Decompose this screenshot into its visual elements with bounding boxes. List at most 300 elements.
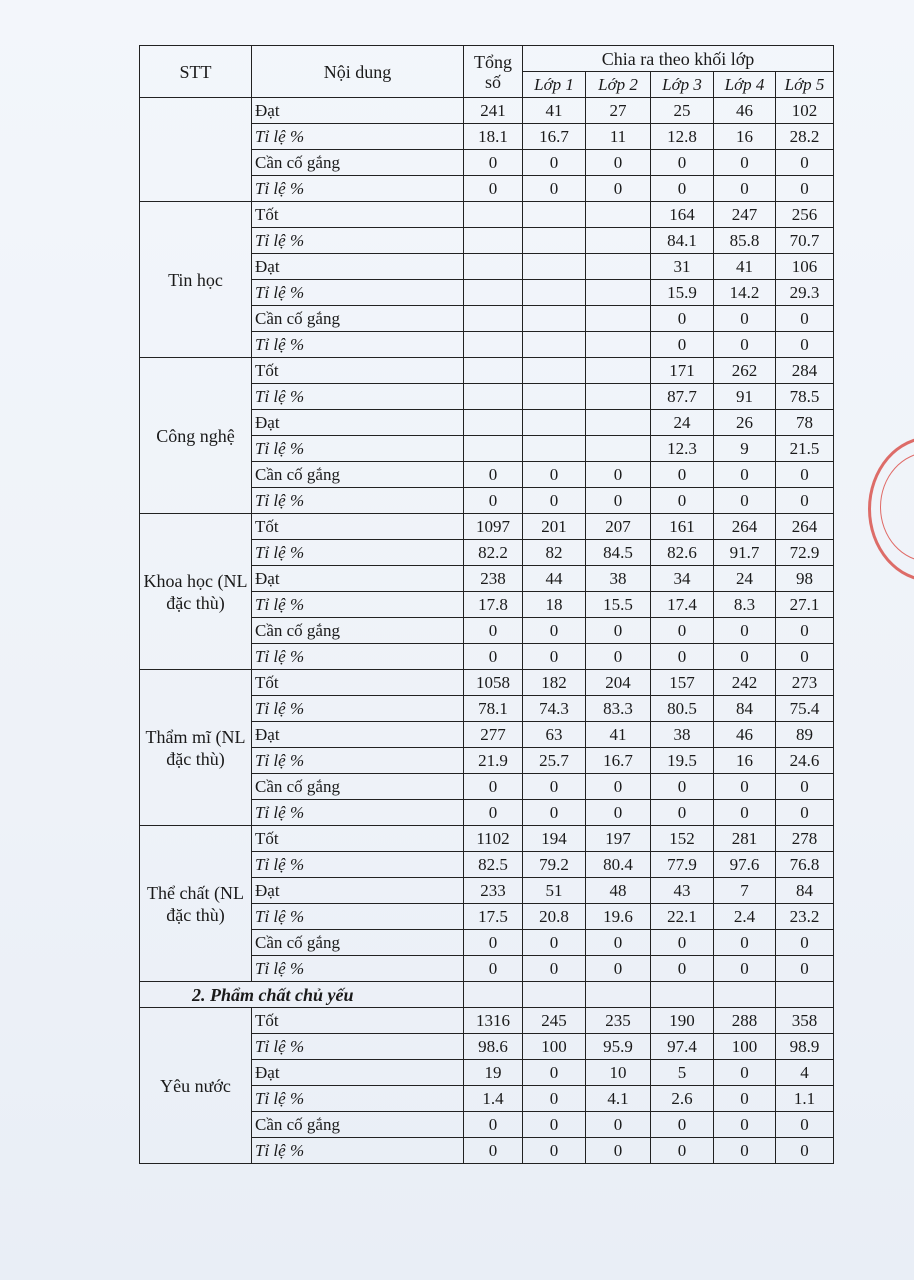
value-cell: 19	[464, 1060, 523, 1086]
value-cell: 0	[714, 306, 776, 332]
value-cell: 0	[714, 150, 776, 176]
value-cell: 0	[523, 176, 586, 202]
value-cell: 15.5	[586, 592, 651, 618]
value-cell: 0	[714, 1138, 776, 1164]
value-cell: 0	[651, 176, 714, 202]
value-cell: 0	[464, 176, 523, 202]
value-cell: 241	[464, 98, 523, 124]
value-cell: 84.5	[586, 540, 651, 566]
value-cell: 0	[776, 930, 834, 956]
table-row	[140, 670, 834, 696]
value-cell: 0	[776, 150, 834, 176]
row-label: Cần cố gắng	[252, 306, 464, 332]
value-cell: 16	[714, 124, 776, 150]
value-cell: 0	[523, 1060, 586, 1086]
value-cell: 0	[651, 1112, 714, 1138]
row-label: Tốt	[252, 514, 464, 540]
group-name-cell: Công nghệ	[140, 358, 252, 514]
value-cell: 0	[586, 800, 651, 826]
value-cell: 0	[464, 618, 523, 644]
value-cell: 80.4	[586, 852, 651, 878]
value-cell: 17.5	[464, 904, 523, 930]
value-cell: 17.8	[464, 592, 523, 618]
value-cell: 1316	[464, 1008, 523, 1034]
value-cell: 24	[714, 566, 776, 592]
value-cell: 91.7	[714, 540, 776, 566]
value-cell: 11	[586, 124, 651, 150]
value-cell: 0	[586, 1112, 651, 1138]
row-label: Tỉ lệ %	[252, 956, 464, 982]
value-cell: 0	[586, 774, 651, 800]
value-cell: 19.6	[586, 904, 651, 930]
value-cell: 358	[776, 1008, 834, 1034]
value-cell: 38	[586, 566, 651, 592]
row-label: Tỉ lệ %	[252, 540, 464, 566]
value-cell: 51	[523, 878, 586, 904]
value-cell: 0	[651, 618, 714, 644]
value-cell: 41	[586, 722, 651, 748]
value-cell: 98.6	[464, 1034, 523, 1060]
section-title: 2. Phẩm chất chủ yếu	[140, 982, 464, 1008]
value-cell	[464, 436, 523, 462]
value-cell: 31	[651, 254, 714, 280]
value-cell: 95.9	[586, 1034, 651, 1060]
row-label: Cần cố gắng	[252, 930, 464, 956]
row-label: Đạt	[252, 410, 464, 436]
value-cell: 264	[776, 514, 834, 540]
value-cell: 27	[586, 98, 651, 124]
value-cell	[464, 982, 523, 1008]
value-cell	[586, 202, 651, 228]
value-cell	[586, 358, 651, 384]
value-cell: 0	[651, 800, 714, 826]
value-cell: 29.3	[776, 280, 834, 306]
value-cell: 27.1	[776, 592, 834, 618]
row-label: Tỉ lệ %	[252, 852, 464, 878]
group-name-cell: Yêu nước	[140, 1008, 252, 1164]
row-label: Đạt	[252, 722, 464, 748]
header-row-1	[140, 46, 834, 72]
value-cell: 70.7	[776, 228, 834, 254]
row-label: Tỉ lệ %	[252, 124, 464, 150]
value-cell: 247	[714, 202, 776, 228]
value-cell: 0	[523, 774, 586, 800]
row-label: Tỉ lệ %	[252, 1138, 464, 1164]
value-cell: 0	[714, 462, 776, 488]
value-cell: 0	[464, 150, 523, 176]
value-cell: 1.4	[464, 1086, 523, 1112]
row-label: Tỉ lệ %	[252, 644, 464, 670]
value-cell: 16	[714, 748, 776, 774]
row-label: Cần cố gắng	[252, 1112, 464, 1138]
value-cell: 15.9	[651, 280, 714, 306]
value-cell	[523, 332, 586, 358]
value-cell	[651, 982, 714, 1008]
row-label: Đạt	[252, 1060, 464, 1086]
value-cell: 0	[523, 150, 586, 176]
table-row	[140, 202, 834, 228]
value-cell: 207	[586, 514, 651, 540]
value-cell: 0	[776, 332, 834, 358]
value-cell: 0	[776, 176, 834, 202]
section-row	[140, 982, 834, 1008]
value-cell: 75.4	[776, 696, 834, 722]
group-name-cell: Tin học	[140, 202, 252, 358]
value-cell: 44	[523, 566, 586, 592]
value-cell: 72.9	[776, 540, 834, 566]
value-cell: 77.9	[651, 852, 714, 878]
value-cell: 38	[651, 722, 714, 748]
value-cell: 1102	[464, 826, 523, 852]
row-label: Tỉ lệ %	[252, 488, 464, 514]
value-cell: 87.7	[651, 384, 714, 410]
stt-cell-continued	[140, 98, 252, 202]
row-label: Cần cố gắng	[252, 774, 464, 800]
value-cell: 242	[714, 670, 776, 696]
value-cell	[523, 384, 586, 410]
value-cell: 0	[464, 956, 523, 982]
row-label: Tỉ lệ %	[252, 332, 464, 358]
row-label: Tốt	[252, 1008, 464, 1034]
value-cell: 100	[714, 1034, 776, 1060]
value-cell: 85.8	[714, 228, 776, 254]
value-cell	[523, 254, 586, 280]
value-cell: 84.1	[651, 228, 714, 254]
value-cell: 0	[464, 1138, 523, 1164]
value-cell: 8.3	[714, 592, 776, 618]
value-cell: 4.1	[586, 1086, 651, 1112]
table-row	[140, 1008, 834, 1034]
value-cell: 0	[776, 462, 834, 488]
value-cell: 0	[714, 488, 776, 514]
value-cell: 48	[586, 878, 651, 904]
value-cell: 0	[651, 306, 714, 332]
value-cell: 0	[776, 618, 834, 644]
value-cell: 98.9	[776, 1034, 834, 1060]
value-cell: 278	[776, 826, 834, 852]
value-cell: 0	[776, 956, 834, 982]
value-cell	[586, 384, 651, 410]
value-cell: 0	[464, 462, 523, 488]
value-cell: 46	[714, 722, 776, 748]
value-cell: 41	[523, 98, 586, 124]
value-cell: 0	[776, 488, 834, 514]
value-cell: 0	[776, 1138, 834, 1164]
row-label: Tỉ lệ %	[252, 904, 464, 930]
value-cell	[464, 332, 523, 358]
value-cell: 0	[586, 150, 651, 176]
value-cell: 0	[651, 956, 714, 982]
value-cell: 157	[651, 670, 714, 696]
value-cell: 197	[586, 826, 651, 852]
value-cell: 273	[776, 670, 834, 696]
value-cell: 0	[523, 1112, 586, 1138]
value-cell: 102	[776, 98, 834, 124]
value-cell: 74.3	[523, 696, 586, 722]
row-label: Tốt	[252, 202, 464, 228]
value-cell: 233	[464, 878, 523, 904]
value-cell: 20.8	[523, 904, 586, 930]
value-cell: 201	[523, 514, 586, 540]
value-cell: 245	[523, 1008, 586, 1034]
value-cell: 0	[714, 176, 776, 202]
row-label: Tỉ lệ %	[252, 176, 464, 202]
value-cell	[586, 254, 651, 280]
value-cell: 1.1	[776, 1086, 834, 1112]
value-cell: 0	[464, 930, 523, 956]
value-cell: 25.7	[523, 748, 586, 774]
value-cell: 25	[651, 98, 714, 124]
value-cell: 76.8	[776, 852, 834, 878]
value-cell: 82.5	[464, 852, 523, 878]
value-cell: 12.3	[651, 436, 714, 462]
row-label: Tốt	[252, 358, 464, 384]
value-cell: 1058	[464, 670, 523, 696]
value-cell: 0	[464, 488, 523, 514]
value-cell: 0	[523, 800, 586, 826]
row-label: Đạt	[252, 98, 464, 124]
table-row	[140, 358, 834, 384]
value-cell: 0	[714, 800, 776, 826]
value-cell: 82.2	[464, 540, 523, 566]
value-cell: 0	[586, 644, 651, 670]
value-cell: 0	[714, 332, 776, 358]
value-cell: 0	[651, 150, 714, 176]
row-label: Cần cố gắng	[252, 150, 464, 176]
value-cell: 7	[714, 878, 776, 904]
value-cell: 277	[464, 722, 523, 748]
value-cell: 0	[464, 774, 523, 800]
value-cell: 63	[523, 722, 586, 748]
value-cell: 0	[586, 1138, 651, 1164]
value-cell	[464, 306, 523, 332]
group-name-cell: Thẩm mĩ (NL đặc thù)	[140, 670, 252, 826]
value-cell: 0	[586, 462, 651, 488]
value-cell: 100	[523, 1034, 586, 1060]
value-cell	[586, 306, 651, 332]
value-cell: 14.2	[714, 280, 776, 306]
row-label: Đạt	[252, 878, 464, 904]
value-cell: 0	[714, 956, 776, 982]
row-label: Đạt	[252, 566, 464, 592]
value-cell: 0	[586, 930, 651, 956]
value-cell: 78.5	[776, 384, 834, 410]
value-cell: 26	[714, 410, 776, 436]
value-cell: 5	[651, 1060, 714, 1086]
value-cell: 98	[776, 566, 834, 592]
table-row	[140, 514, 834, 540]
value-cell: 0	[714, 1112, 776, 1138]
value-cell: 97.6	[714, 852, 776, 878]
value-cell: 0	[651, 644, 714, 670]
value-cell: 0	[714, 774, 776, 800]
header-lop-1: Lớp 1	[523, 72, 586, 98]
row-label: Tỉ lệ %	[252, 800, 464, 826]
value-cell: 0	[714, 644, 776, 670]
value-cell: 34	[651, 566, 714, 592]
value-cell	[464, 202, 523, 228]
value-cell: 0	[714, 930, 776, 956]
row-label: Tỉ lệ %	[252, 280, 464, 306]
row-label: Tỉ lệ %	[252, 436, 464, 462]
value-cell: 19.5	[651, 748, 714, 774]
value-cell: 235	[586, 1008, 651, 1034]
value-cell: 194	[523, 826, 586, 852]
value-cell: 182	[523, 670, 586, 696]
value-cell	[586, 982, 651, 1008]
value-cell: 41	[714, 254, 776, 280]
value-cell: 0	[776, 306, 834, 332]
value-cell: 4	[776, 1060, 834, 1086]
row-label: Tỉ lệ %	[252, 748, 464, 774]
value-cell: 78.1	[464, 696, 523, 722]
value-cell: 89	[776, 722, 834, 748]
value-cell: 0	[651, 332, 714, 358]
value-cell	[586, 332, 651, 358]
value-cell	[523, 202, 586, 228]
value-cell: 204	[586, 670, 651, 696]
value-cell	[523, 306, 586, 332]
value-cell: 152	[651, 826, 714, 852]
row-label: Tỉ lệ %	[252, 1086, 464, 1112]
value-cell	[464, 228, 523, 254]
value-cell: 238	[464, 566, 523, 592]
value-cell: 0	[523, 644, 586, 670]
value-cell: 24	[651, 410, 714, 436]
group-name-cell: Thể chất (NL đặc thù)	[140, 826, 252, 982]
value-cell: 0	[651, 774, 714, 800]
value-cell: 12.8	[651, 124, 714, 150]
value-cell: 190	[651, 1008, 714, 1034]
value-cell: 82	[523, 540, 586, 566]
value-cell	[523, 982, 586, 1008]
value-cell: 2.6	[651, 1086, 714, 1112]
value-cell	[714, 982, 776, 1008]
row-label: Đạt	[252, 254, 464, 280]
header-noi-dung: Nội dung	[252, 46, 464, 98]
row-label: Tỉ lệ %	[252, 1034, 464, 1060]
value-cell: 0	[523, 930, 586, 956]
table-row	[140, 826, 834, 852]
value-cell: 0	[651, 930, 714, 956]
value-cell: 0	[776, 774, 834, 800]
header-stt: STT	[140, 46, 252, 98]
value-cell: 43	[651, 878, 714, 904]
value-cell: 0	[523, 1138, 586, 1164]
value-cell: 18	[523, 592, 586, 618]
value-cell: 0	[464, 800, 523, 826]
value-cell: 17.4	[651, 592, 714, 618]
value-cell: 0	[586, 956, 651, 982]
row-label: Cần cố gắng	[252, 462, 464, 488]
value-cell	[586, 436, 651, 462]
header-tong-so: Tổng số	[464, 46, 523, 98]
value-cell: 22.1	[651, 904, 714, 930]
value-cell: 0	[651, 488, 714, 514]
value-cell: 84	[776, 878, 834, 904]
value-cell: 0	[523, 1086, 586, 1112]
value-cell	[523, 280, 586, 306]
value-cell	[586, 228, 651, 254]
value-cell	[586, 410, 651, 436]
evaluation-table	[139, 45, 834, 1164]
value-cell: 171	[651, 358, 714, 384]
value-cell: 281	[714, 826, 776, 852]
table-row	[140, 98, 834, 124]
row-label: Tốt	[252, 826, 464, 852]
value-cell: 0	[523, 462, 586, 488]
value-cell: 24.6	[776, 748, 834, 774]
value-cell: 23.2	[776, 904, 834, 930]
value-cell: 84	[714, 696, 776, 722]
value-cell	[464, 384, 523, 410]
value-cell: 79.2	[523, 852, 586, 878]
value-cell	[464, 410, 523, 436]
value-cell: 0	[651, 1138, 714, 1164]
row-label: Tốt	[252, 670, 464, 696]
value-cell	[464, 254, 523, 280]
value-cell: 91	[714, 384, 776, 410]
value-cell: 262	[714, 358, 776, 384]
value-cell: 0	[523, 618, 586, 644]
value-cell	[523, 410, 586, 436]
value-cell: 0	[464, 644, 523, 670]
value-cell: 164	[651, 202, 714, 228]
value-cell	[586, 280, 651, 306]
value-cell: 16.7	[586, 748, 651, 774]
header-lop-3: Lớp 3	[651, 72, 714, 98]
header-chia-ra: Chia ra theo khối lớp	[523, 46, 834, 72]
value-cell	[464, 280, 523, 306]
value-cell: 0	[586, 488, 651, 514]
value-cell: 80.5	[651, 696, 714, 722]
value-cell: 9	[714, 436, 776, 462]
value-cell: 21.5	[776, 436, 834, 462]
header-lop-2: Lớp 2	[586, 72, 651, 98]
value-cell: 0	[523, 488, 586, 514]
row-label: Tỉ lệ %	[252, 228, 464, 254]
value-cell: 0	[714, 618, 776, 644]
value-cell: 18.1	[464, 124, 523, 150]
value-cell: 264	[714, 514, 776, 540]
value-cell	[523, 358, 586, 384]
value-cell: 284	[776, 358, 834, 384]
row-label: Tỉ lệ %	[252, 384, 464, 410]
header-lop-5: Lớp 5	[776, 72, 834, 98]
value-cell: 2.4	[714, 904, 776, 930]
value-cell: 82.6	[651, 540, 714, 566]
value-cell: 256	[776, 202, 834, 228]
value-cell: 0	[586, 176, 651, 202]
value-cell: 0	[523, 956, 586, 982]
row-label: Tỉ lệ %	[252, 696, 464, 722]
value-cell: 161	[651, 514, 714, 540]
row-label: Cần cố gắng	[252, 618, 464, 644]
value-cell: 0	[776, 1112, 834, 1138]
value-cell: 0	[464, 1112, 523, 1138]
value-cell: 10	[586, 1060, 651, 1086]
value-cell: 0	[651, 462, 714, 488]
value-cell: 28.2	[776, 124, 834, 150]
value-cell: 0	[714, 1060, 776, 1086]
value-cell: 0	[776, 644, 834, 670]
value-cell: 21.9	[464, 748, 523, 774]
value-cell	[523, 436, 586, 462]
value-cell: 0	[714, 1086, 776, 1112]
value-cell: 288	[714, 1008, 776, 1034]
value-cell	[776, 982, 834, 1008]
value-cell: 0	[586, 618, 651, 644]
